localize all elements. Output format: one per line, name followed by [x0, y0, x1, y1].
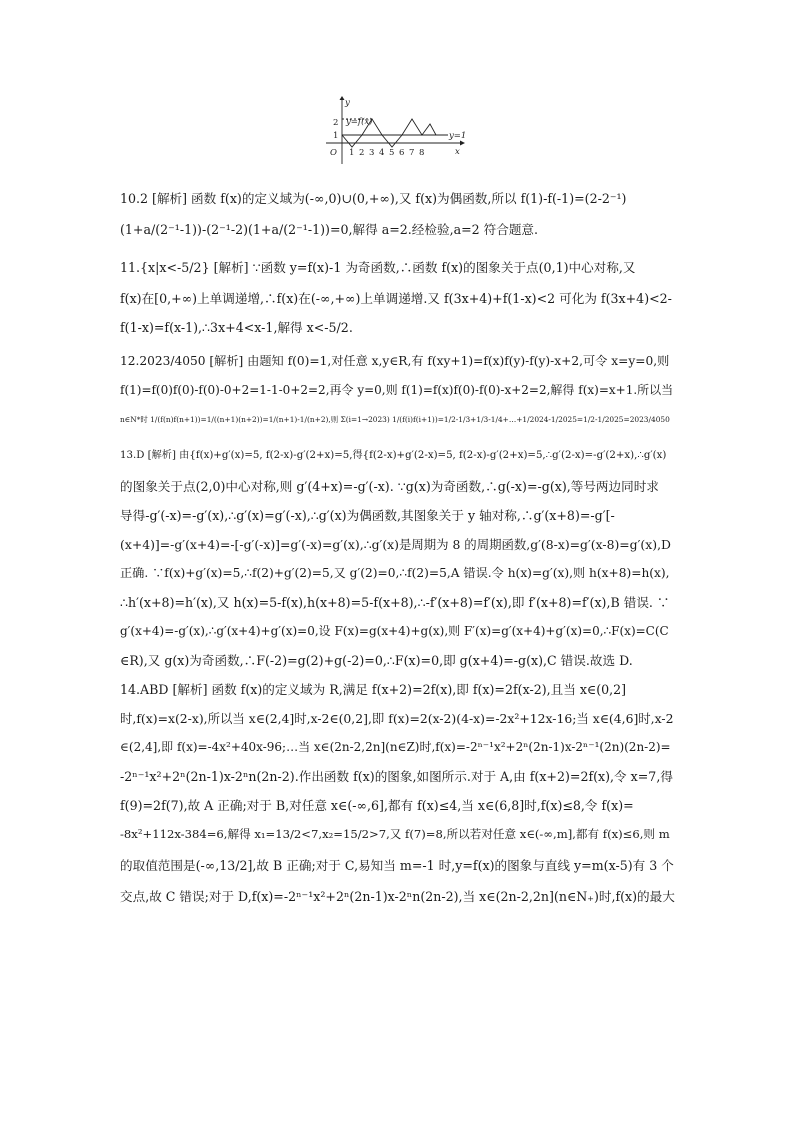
q14-line-1: 14.ABD [解析] 函数 f(x)的定义域为 R,满足 f(x+2)=2f(x),即 f(x)=2f(x-2),且当 x∈(0,2]	[120, 682, 627, 697]
q13-line-2: 的图象关于点(2,0)中心对称,则 g′(4+x)=-g′(-x). ∵g(x)为奇函数,∴g(-x)=-g(x),等号两边同时求	[120, 479, 659, 494]
x-tick-5: 5	[389, 148, 395, 158]
q14-line-8: 交点,故 C 错误;对于 D,f(x)=-2ⁿ⁻¹x²+2ⁿ(2n-1)x-2ⁿn(2n-2),当 x∈(2n-2,2n](n∈N₊)时,f(x)的最大	[120, 889, 675, 904]
x-tick-4: 4	[379, 148, 385, 158]
curve-label: y=f(x)	[346, 117, 373, 127]
q11-line-3: f(1-x)=f(x-1),∴3x+4<x-1,解得 x<-5/2.	[120, 320, 353, 335]
x-tick-7: 7	[409, 148, 415, 158]
y-axis-label: y	[345, 98, 350, 108]
q14-line-7: 的取值范围是(-∞,13/2],故 B 正确;对于 C,易知当 m=-1 时,y=f(x)的图象与直线 y=m(x-5)有 3 个	[120, 858, 674, 873]
x-tick-6: 6	[399, 148, 405, 158]
q13-line-5: 正确. ∵f(x)+g′(x)=5,∴f(2)+g′(2)=5,又 g′(2)=0,∴f(2)=5,A 错误.令 h(x)=g′(x),则 h(x+8)=h(x),	[120, 566, 670, 580]
q14-line-4: -2ⁿ⁻¹x²+2ⁿ(2n-1)x-2ⁿn(2n-2).作出函数 f(x)的图象,如图所示.对于 A,由 f(x+2)=2f(x),令 x=7,得	[120, 769, 673, 784]
q12-line-1: 12.2023/4050 [解析] 由题知 f(0)=1,对任意 x,y∈R,有 f(xy+1)=f(x)f(y)-f(y)-x+2,可令 x=y=0,则	[120, 354, 670, 368]
origin-label: O	[330, 148, 337, 158]
y-tick-2: 2	[333, 118, 339, 128]
y-tick-1: 1	[333, 131, 339, 141]
solution-text	[120, 184, 676, 911]
x-arrow	[460, 141, 465, 146]
y-arrow	[340, 96, 345, 100]
q12-line-2: f(1)=f(0)f(0)-f(0)-0+2=1-1-0+2=2,再令 y=0,则 f(1)=f(x)f(0)-f(0)-x+2=2,解得 f(x)=x+1.所以当	[120, 383, 674, 397]
function-graph	[318, 96, 478, 166]
q13-line-7: g′(x+4)=-g′(x),∴g′(x+4)+g′(x)=0,设 F(x)=g(x+4)+g(x),则 F′(x)=g′(x+4)+g′(x)=0,∴F(x)=C(C	[120, 624, 669, 638]
q14-line-3: ∈(2,4],即 f(x)=-4x²+40x-96;…当 x∈(2n-2,2n](n∈Z)时,f(x)=-2ⁿ⁻¹x²+2ⁿ(2n-1)x-2ⁿ⁻¹(2n)(2n-2)=	[120, 740, 671, 754]
q13-line-6: ∴h′(x+8)=h′(x),又 h(x)=5-f(x),h(x+8)=5-f(x+8),∴-f′(x+8)=f′(x),即 f′(x+8)=f′(x),B 错误. ∵	[120, 595, 670, 610]
x-tick-8: 8	[419, 148, 425, 158]
x-tick-2: 2	[359, 148, 365, 158]
q12-line-3: n∈N*时 1/(f(n)f(n+1))=1/((n+1)(n+2))=1/(n+1)-1/(n+2),则 Σ(i=1→2023) 1/(f(i)f(i+1))=1/2-1/3+1/3-1/4+…+1/2024-1/2025=1/2-1/2025=2023/4050	[120, 415, 670, 424]
q13-line-4: (x+4)]=-g′(x+4)=-[-g′(-x)]=g′(-x)=g′(x),∴g′(x)是周期为 8 的周期函数,g′(8-x)=g′(x-8)=g′(x),D	[120, 537, 671, 552]
line-label: y=1	[449, 131, 467, 141]
q10-line-1: 10.2 [解析] 函数 f(x)的定义域为(-∞,0)∪(0,+∞),又 f(x)为偶函数,所以 f(1)-f(-1)=(2-2⁻¹)	[120, 191, 627, 206]
q13-line-8: ∈R),又 g(x)为奇函数,∴F(-2)=g(2)+g(-2)=0,∴F(x)=0,即 g(x+4)=-g(x),C 错误.故选 D.	[120, 653, 633, 668]
x-axis-label: x	[455, 147, 460, 157]
x-tick-1: 1	[349, 148, 355, 158]
q14-line-5: f(9)=2f(7),故 A 正确;对于 B,对任意 x∈(-∞,6],都有 f(x)≤4,当 x∈(6,8]时,f(x)≤8,令 f(x)=	[120, 798, 634, 813]
q14-line-2: 时,f(x)=x(2-x),所以当 x∈(2,4]时,x-2∈(0,2],即 f(x)=2(x-2)(4-x)=-2x²+12x-16;当 x∈(4,6]时,x-2	[120, 711, 674, 726]
q11-line-2: f(x)在[0,+∞)上单调递增,∴f(x)在(-∞,+∞)上单调递增.又 f(3x+4)+f(1-x)<2 可化为 f(3x+4)<2-	[120, 291, 672, 306]
q11-line-1: 11.{x|x<-5/2} [解析] ∵函数 y=f(x)-1 为奇函数,∴函数 f(x)的图象关于点(0,1)中心对称,又	[120, 260, 636, 275]
q13-line-1: 13.D [解析] 由{f(x)+g′(x)=5, f(2-x)-g′(2+x)=5,得{f(2-x)+g′(2-x)=5, f(2-x)-g′(2+x)=5,∴g′(2-x)=-g′(2+x),∴g′(x)	[120, 450, 667, 461]
q10-line-2: (1+a/(2⁻¹-1))-(2⁻¹-2)(1+a/(2⁻¹-1))=0,解得 a=2.经检验,a=2 符合题意.	[120, 222, 539, 237]
q13-line-3: 导得-g′(-x)=-g′(x),∴g′(x)=g′(-x),∴g′(x)为偶函数,其图象关于 y 轴对称,∴g′(x+8)=-g′[-	[120, 508, 615, 523]
x-tick-3: 3	[369, 148, 375, 158]
q14-line-6: -8x²+112x-384=6,解得 x₁=13/2<7,x₂=15/2>7,又 f(7)=8,所以若对任意 x∈(-∞,m],都有 f(x)≤6,则 m	[120, 827, 670, 841]
